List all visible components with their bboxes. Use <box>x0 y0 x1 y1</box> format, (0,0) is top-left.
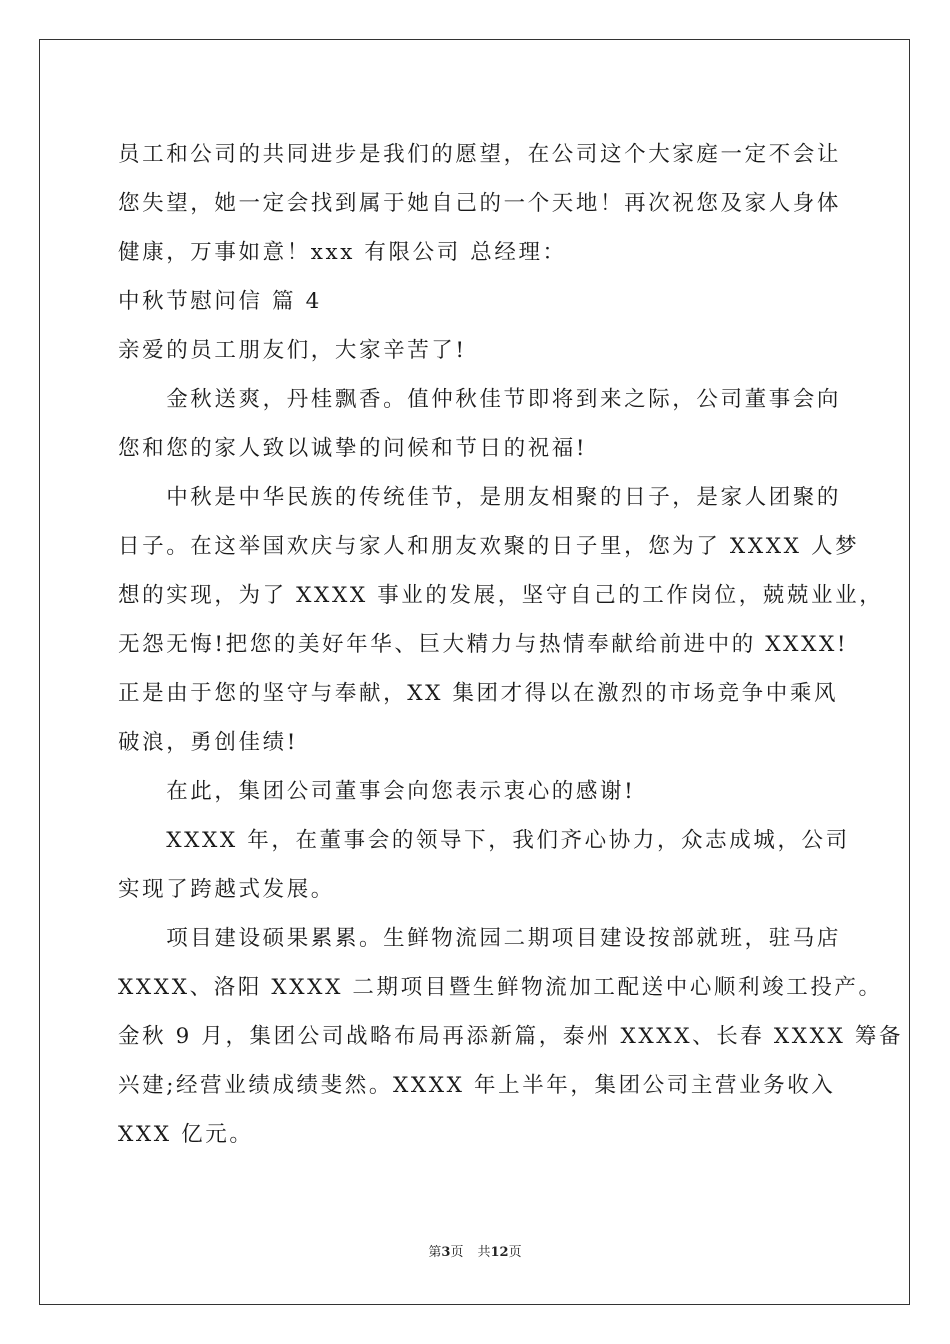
page-prefix: 第 <box>428 1245 442 1260</box>
text-line-18: XXXX、洛阳 XXXX 二期项目暨生鲜物流加工配送中心顺利竣工投产。 <box>118 975 883 1000</box>
page-footer <box>0 1241 950 1260</box>
text-line-9: 日子。在这举国欢庆与家人和朋友欢聚的日子里，您为了 XXXX 人梦 <box>118 534 860 559</box>
text-line-13: 破浪，勇创佳绩! <box>118 730 298 755</box>
text-line-11: 无怨无悔!把您的美好年华、巨大精力与热情奉献给前进中的 XXXX! <box>118 632 849 657</box>
text-line-15: XXXX 年，在董事会的领导下，我们齐心协力，众志成城，公司 <box>118 828 850 853</box>
text-line-8: 中秋是中华民族的传统佳节，是朋友相聚的日子，是家人团聚的 <box>118 485 842 510</box>
total-pages: 12 <box>490 1245 509 1260</box>
text-line-19: 金秋 9 月，集团公司战略布局再添新篇，泰州 XXXX、长春 XXXX 筹备 <box>118 1024 904 1049</box>
text-line-1: 员工和公司的共同进步是我们的愿望，在公司这个大家庭一定不会让 <box>118 142 842 167</box>
page-suffix: 页 <box>450 1245 464 1260</box>
page-number: 3 <box>441 1245 451 1260</box>
text-line-21: XXX 亿元。 <box>118 1122 254 1147</box>
text-line-16: 实现了跨越式发展。 <box>118 877 335 902</box>
text-line-20: 兴建;经营业绩成绩斐然。XXXX 年上半年，集团公司主营业务收入 <box>118 1073 836 1098</box>
salutation: 亲爱的员工朋友们，大家辛苦了! <box>118 338 467 363</box>
text-line-14: 在此，集团公司董事会向您表示衷心的感谢! <box>118 779 636 804</box>
text-line-10: 想的实现，为了 XXXX 事业的发展，坚守自己的工作岗位，兢兢业业， <box>118 583 884 608</box>
letter-body <box>118 130 904 1159</box>
text-line-12: 正是由于您的坚守与奉献，XX 集团才得以在激烈的市场竞争中乘风 <box>118 681 839 706</box>
section-heading: 中秋节慰问信 篇 4 <box>118 289 322 314</box>
text-line-6: 金秋送爽，丹桂飘香。值仲秋佳节即将到来之际，公司董事会向 <box>118 387 842 412</box>
total-suffix: 页 <box>508 1245 522 1260</box>
text-line-3: 健康，万事如意！xxx 有限公司 总经理： <box>118 240 567 265</box>
text-line-17: 项目建设硕果累累。生鲜物流园二期项目建设按部就班，驻马店 <box>118 926 842 951</box>
text-line-7: 您和您的家人致以诚挚的问候和节日的祝福! <box>118 436 588 461</box>
total-prefix: 共 <box>477 1245 491 1260</box>
text-line-2: 您失望，她一定会找到属于她自己的一个天地！再次祝您及家人身体 <box>118 191 842 216</box>
